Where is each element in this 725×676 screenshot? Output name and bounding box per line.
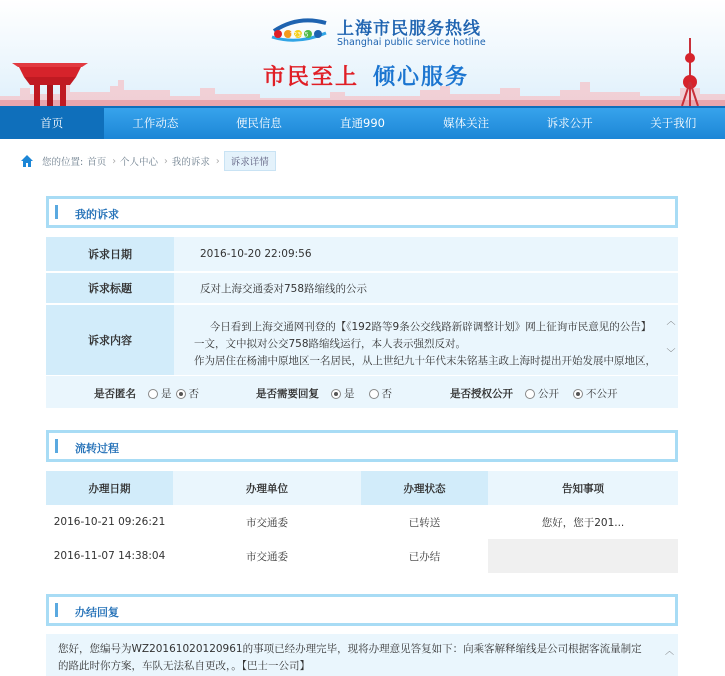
anonymous-no-radio[interactable] [176, 389, 186, 399]
anonymous-group [94, 386, 199, 401]
breadcrumb [20, 151, 280, 171]
nav-item-media[interactable]: 媒体关注 [443, 116, 490, 130]
section-marker [55, 603, 58, 617]
reply-needed-no-radio[interactable] [369, 389, 379, 399]
column-header-notice: 告知事项 [488, 471, 678, 505]
reply-needed-no-text: 否 [381, 388, 392, 400]
section-marker [55, 205, 58, 219]
request-options-row [46, 376, 678, 408]
slogan-part2: 倾心服务 [373, 65, 470, 90]
content-scrollbar[interactable] [664, 305, 678, 375]
chevron-right-icon: › [112, 155, 117, 167]
cell-unit: 市交通委 [246, 550, 288, 563]
section-flow [46, 430, 678, 462]
slogan-part1: 市民至上 [263, 65, 360, 90]
reply-needed-label: 是否需要回复 [256, 388, 319, 400]
request-info-table [46, 237, 678, 377]
reply-needed-group [256, 386, 392, 401]
section-title: 流转过程 [75, 442, 119, 455]
request-subject-label: 诉求标题 [46, 273, 174, 303]
cell-date: 2016-11-07 14:38:04 [53, 550, 166, 562]
authorize-private-text: 不公开 [586, 388, 618, 400]
cell-unit: 市交通委 [246, 516, 288, 529]
section-my-request [46, 196, 678, 228]
column-header-date: 办理日期 [46, 471, 173, 505]
request-content-text-2: 作为居住在杨浦中原地区一名居民，从上世纪九十年代末朱铭基主政上海时提出开始发展中原地区， [194, 355, 656, 367]
china-pavilion-image [10, 55, 90, 106]
breadcrumb-prefix: 您的位置: [42, 157, 84, 168]
reply-text: 您好，您编号为WZ20161020120961的事项已经办理完毕，现将办理意见答复如下：向乘客解释缩线是公司根据客流量制定的路此时你方案，车队无法私自更改，。【巴士一公司】 [58, 643, 642, 672]
header-banner [0, 0, 725, 106]
cell-date: 2016-10-21 09:26:21 [53, 516, 166, 528]
cell-status: 已转送 [408, 516, 441, 529]
site-title: 上海市民服务热线 [337, 19, 481, 39]
section-title: 办结回复 [75, 606, 119, 619]
request-date-row [46, 237, 678, 273]
anonymous-yes-text: 是 [161, 388, 172, 400]
cell-notice [488, 539, 678, 573]
slogan [263, 60, 469, 91]
breadcrumb-my-requests[interactable]: 我的诉求 [171, 157, 210, 168]
column-header-status: 办理状态 [361, 471, 488, 505]
request-date-value: 2016-10-20 22:09:56 [200, 248, 312, 260]
authorize-group [450, 386, 618, 401]
section-marker [55, 439, 58, 453]
reply-needed-yes-text: 是 [344, 388, 355, 400]
nav-item-direct990[interactable]: 直通990 [340, 116, 385, 130]
cell-notice[interactable]: 您好，您于201... [488, 505, 678, 539]
chevron-right-icon: › [164, 155, 168, 167]
request-content-row [46, 305, 678, 377]
scroll-up-icon[interactable]: ︿ [666, 317, 676, 327]
nav-item-convenience[interactable]: 便民信息 [235, 116, 282, 130]
site-subtitle: Shanghai public service hotline [337, 37, 486, 48]
request-content-text: 今日看到上海交通网刊登的【《192路等9条公交线路新辟调整计划》网上征询市民意见的公告】一文，文中拟对公交758路缩线运行，本人表示强烈反对。 [194, 321, 652, 350]
nav-item-about[interactable]: 关于我们 [650, 116, 697, 130]
home-icon [20, 154, 34, 168]
request-date-label: 诉求日期 [46, 237, 174, 271]
request-content-label: 诉求内容 [46, 305, 174, 375]
table-row [46, 539, 678, 573]
main-nav [0, 106, 725, 139]
breadcrumb-personal-center[interactable]: 个人中心 [120, 157, 159, 168]
authorize-private-radio[interactable] [573, 389, 583, 399]
authorize-public-text: 公开 [538, 388, 559, 400]
chevron-right-icon: › [215, 155, 220, 167]
anonymous-yes-radio[interactable] [148, 389, 158, 399]
table-row [46, 505, 678, 539]
nav-item-home[interactable]: 首页 [0, 108, 104, 139]
nav-item-public-requests[interactable]: 诉求公开 [546, 116, 593, 130]
flow-table-header [46, 471, 678, 505]
request-subject-row [46, 273, 678, 305]
pearl-tower-image [670, 38, 710, 106]
flow-table [46, 471, 678, 573]
section-reply [46, 594, 678, 626]
request-content-box[interactable] [174, 305, 678, 375]
authorize-public-radio[interactable] [525, 389, 535, 399]
authorize-label: 是否授权公开 [450, 388, 513, 400]
anonymous-no-text: 否 [188, 388, 199, 400]
reply-text-box[interactable] [46, 634, 678, 676]
scroll-down-icon[interactable]: ﹀ [666, 349, 676, 359]
logo-numbers: 12345 [289, 31, 309, 39]
request-subject-value: 反对上海交通委对758路缩线的公示 [200, 282, 368, 295]
scroll-up-icon[interactable]: ︿ [664, 647, 674, 657]
cell-status: 已办结 [408, 550, 441, 563]
nav-item-news[interactable]: 工作动态 [132, 116, 179, 130]
hotline-logo-icon [268, 15, 330, 47]
breadcrumb-home[interactable]: 首页 [87, 157, 107, 168]
section-title: 我的诉求 [75, 208, 119, 221]
column-header-unit: 办理单位 [173, 471, 361, 505]
anonymous-label: 是否匿名 [94, 388, 136, 400]
reply-needed-yes-radio[interactable] [331, 389, 341, 399]
breadcrumb-current: 诉求详情 [224, 151, 276, 171]
